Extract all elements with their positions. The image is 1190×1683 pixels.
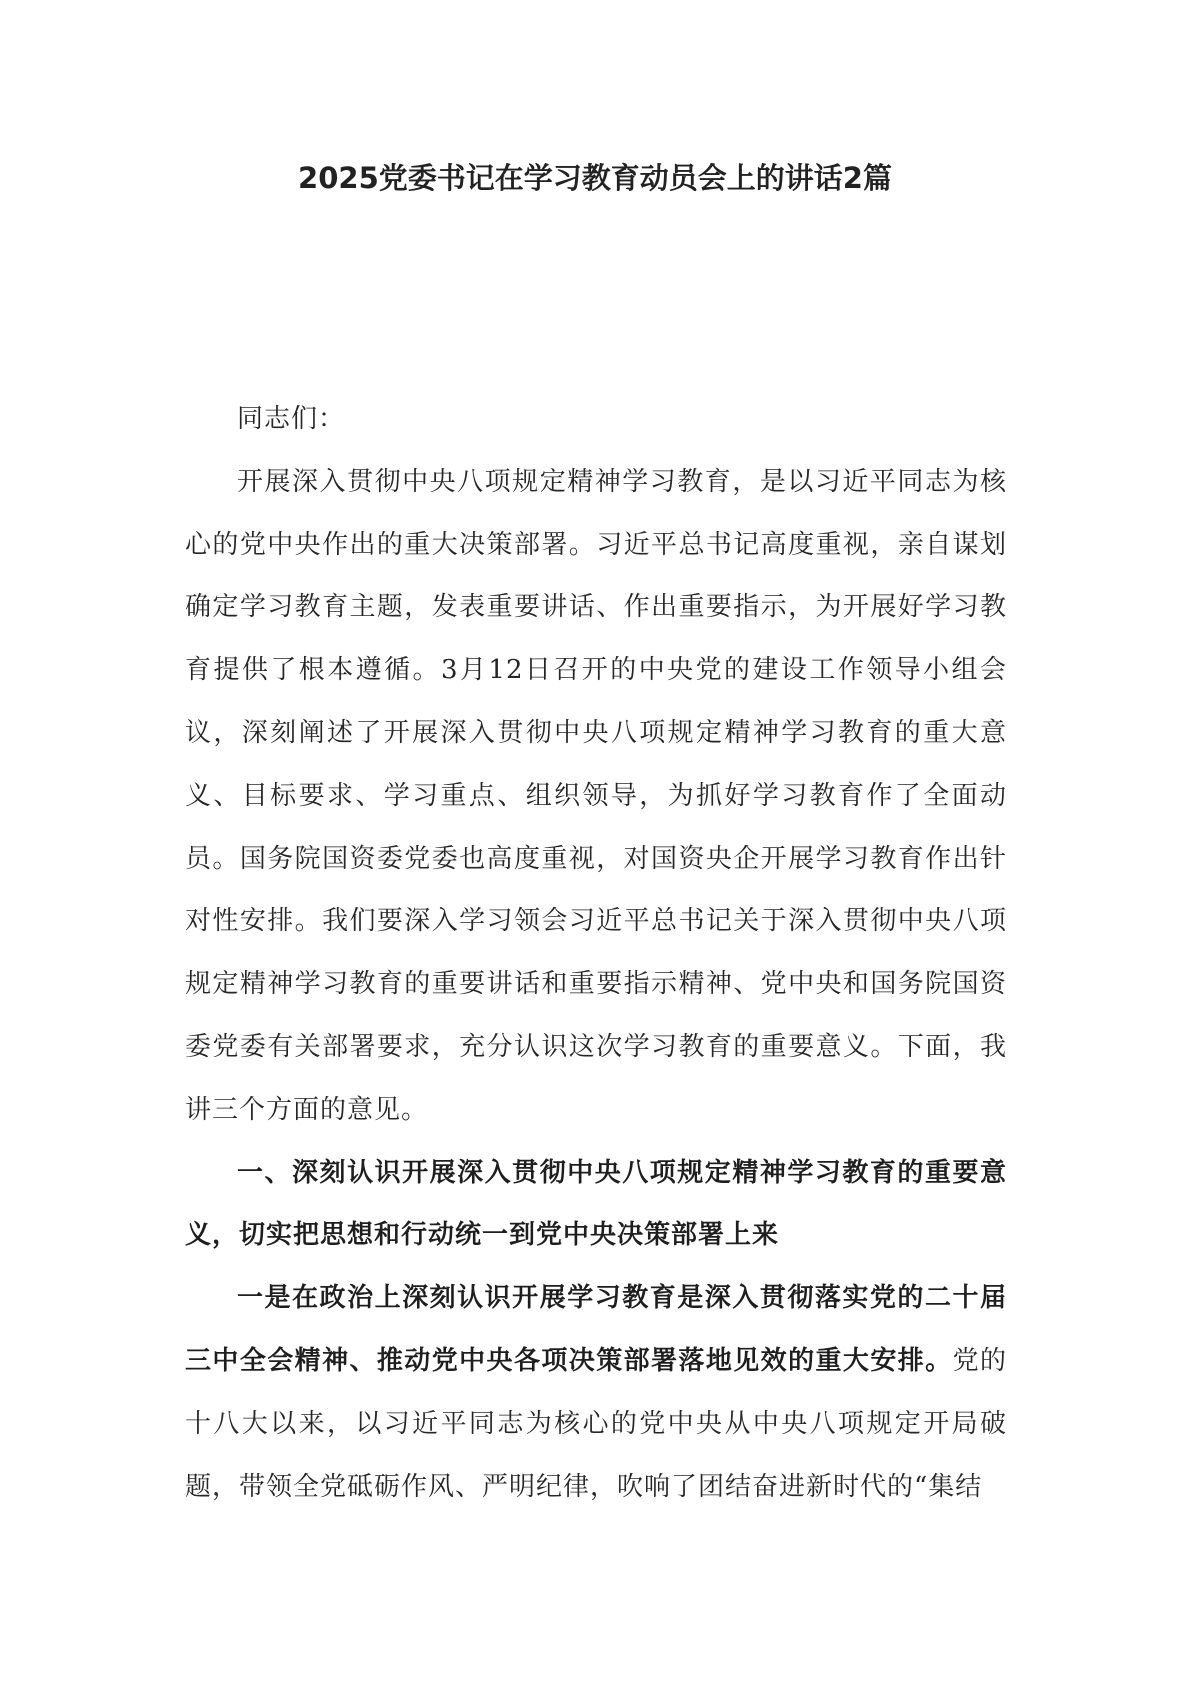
point-body-text: 党的十八大以来，以习近平同志为核心的党中央从中央八项规定开局破题，带领全党砥砺作风、严明纪律，吹响了团结奋进新时代的“集结 [185, 1345, 1007, 1502]
document-body [185, 388, 1007, 1518]
point-paragraph [185, 1267, 1007, 1518]
salutation: 同志们： [237, 404, 346, 434]
point-lead-bold: 一是在政治上深刻认识开展学习教育是深入贯彻落实党的二十届三中全会精神、推动党中央各项决策部署落地见效的重大安排。 [185, 1283, 1007, 1376]
document-title: 2025党委书记在学习教育动员会上的讲话2篇 [298, 161, 892, 195]
section-heading: 一、深刻认识开展深入贯彻中央八项规定精神学习教育的重要意义，切实把思想和行动统一到党中央决策部署上来 [185, 1157, 1007, 1251]
intro-paragraph: 开展深入贯彻中央八项规定精神学习教育，是以习近平同志为核心的党中央作出的重大决策部署。习近平总书记高度重视，亲自谋划确定学习教育主题，发表重要讲话、作出重要指示，为开展好学习教育提供了根本遵循。3月12日召开的中央党的建设工作领导小组会议，深刻阐述了开展深入贯彻中央八项规定精神学习教育的重大意义、目标要求、学习重点、组织领导，为抓好学习教育作了全面动员。国务院国资委党委也高度重视，对国资央企开展学习教育作出针对性安排。我们要深入学习领会习近平总书记关于深入贯彻中央八项规定精神学习教育的重要讲话和重要指示精神、党中央和国务院国资委党委有关部署要求，充分认识这次学习教育的重要意义。下面，我讲三个方面的意见。 [185, 466, 1007, 1125]
